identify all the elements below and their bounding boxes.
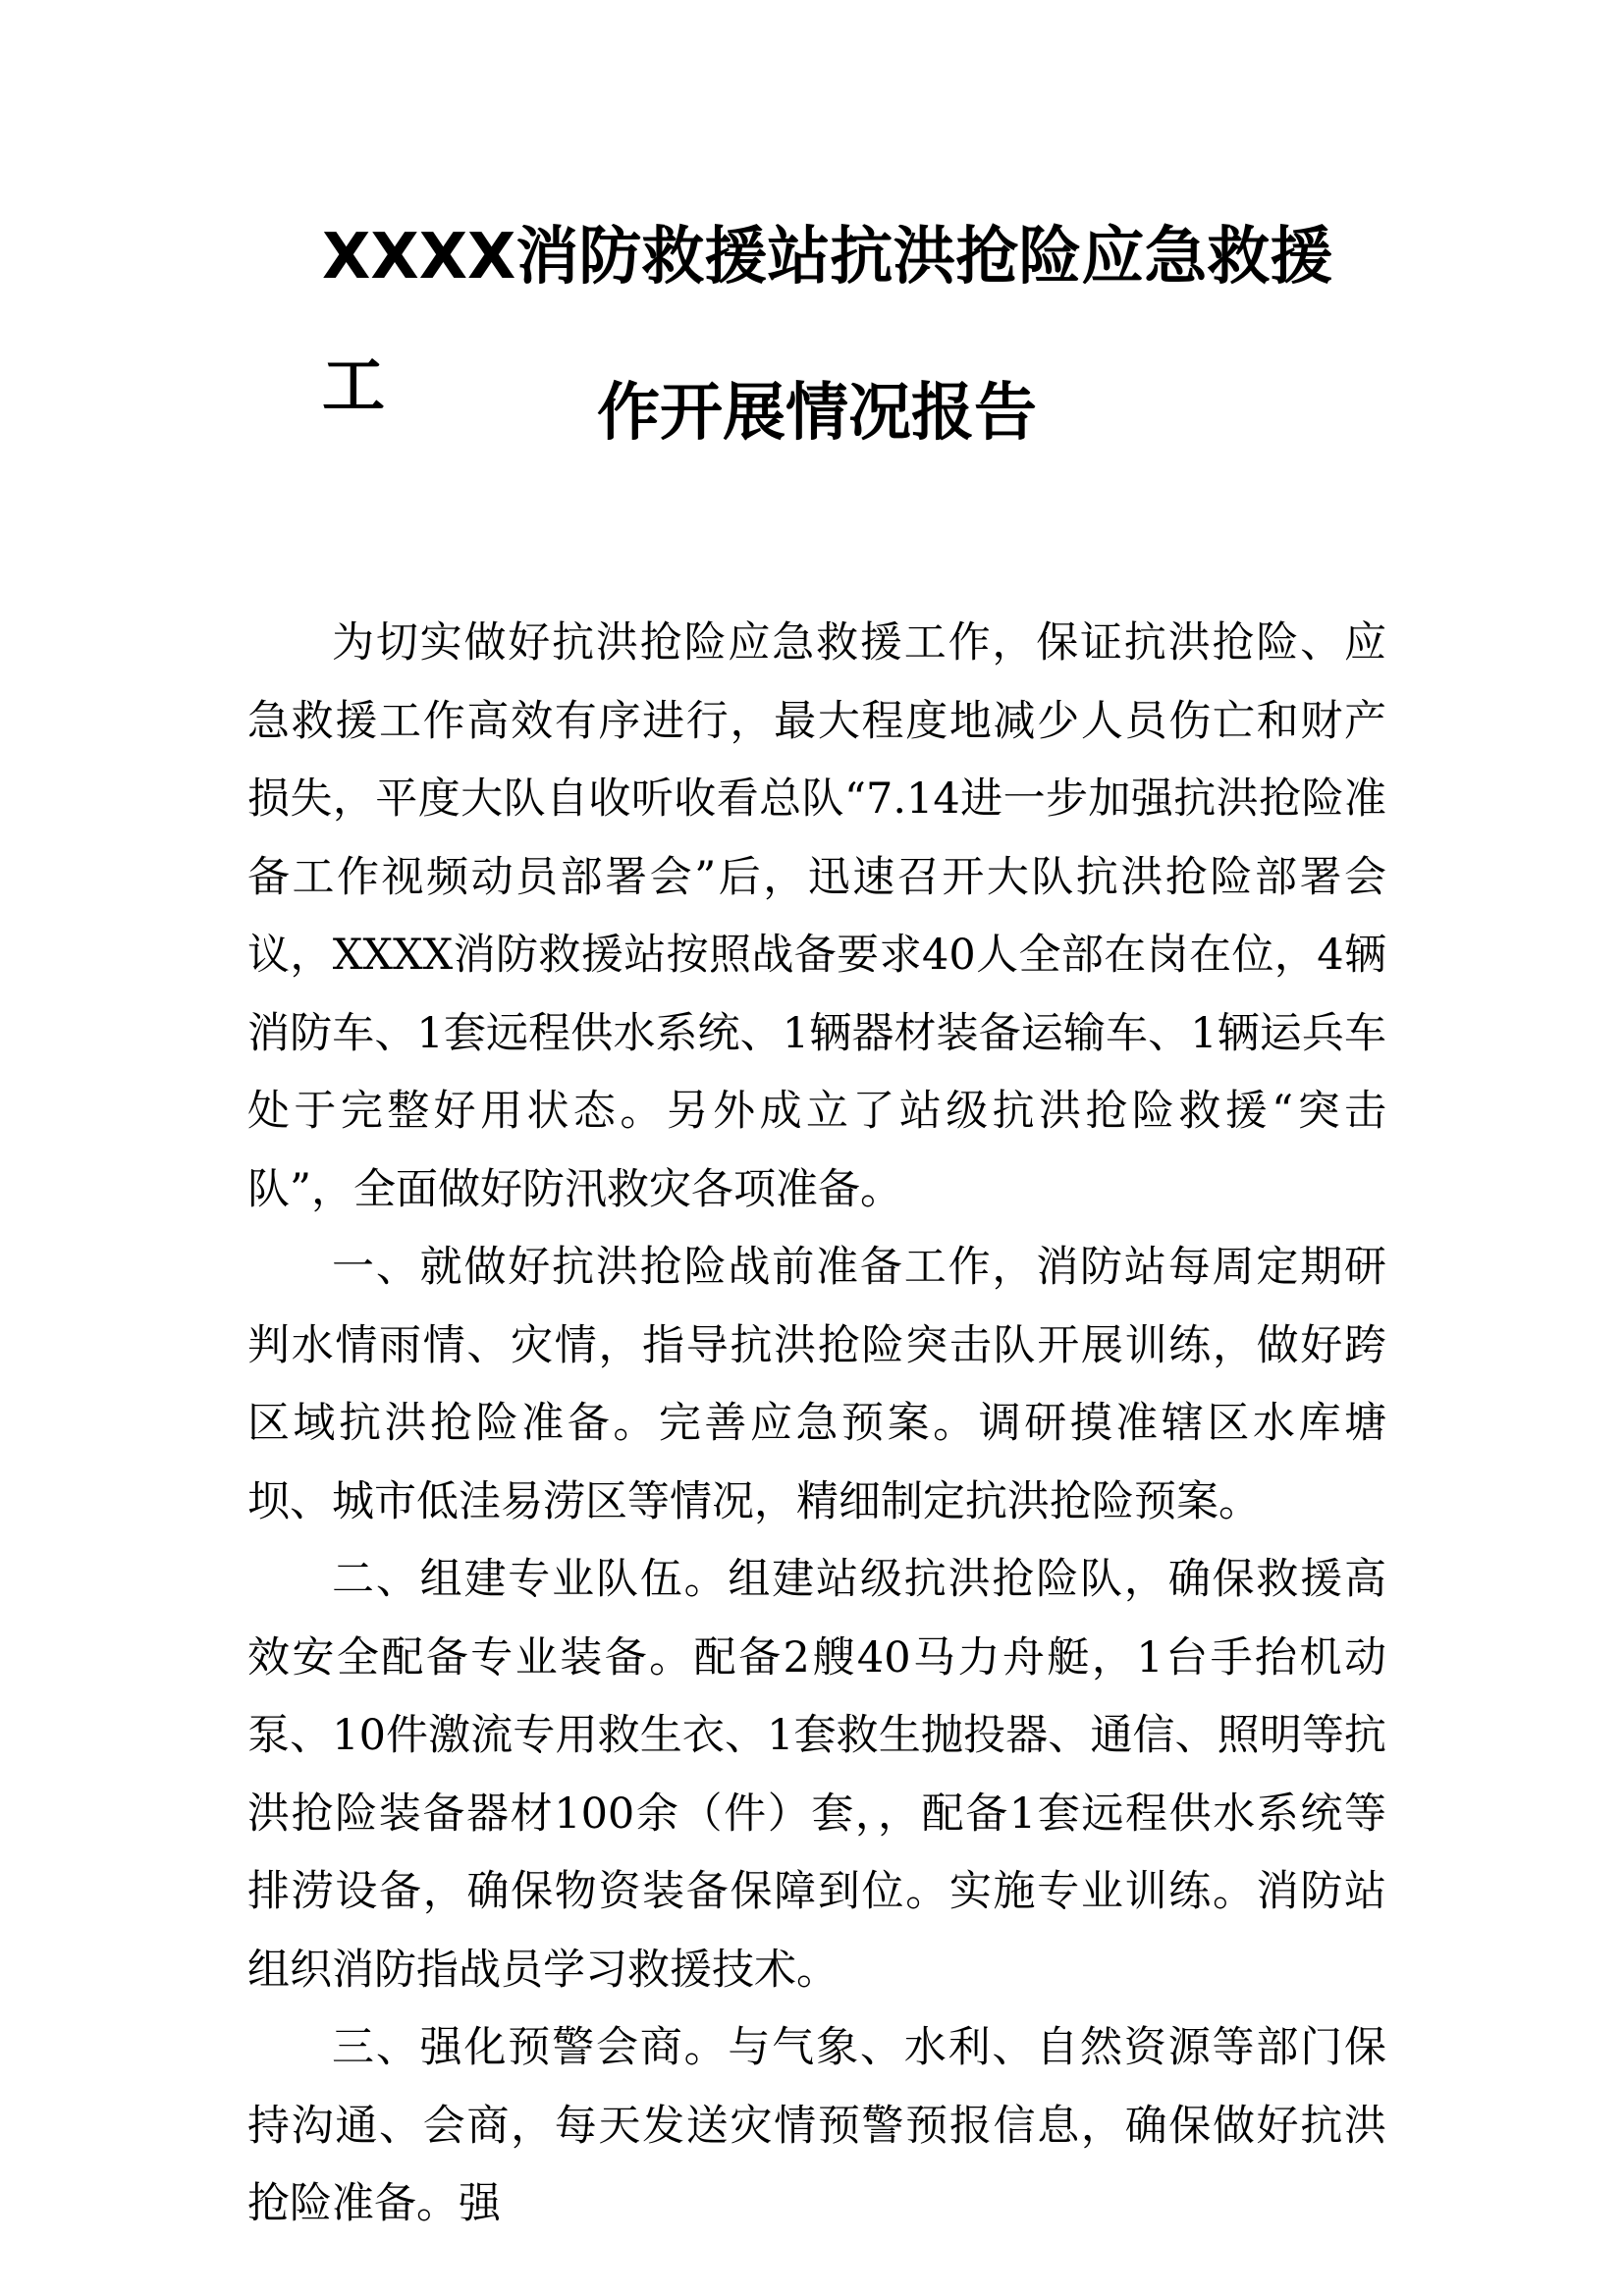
paragraph-section-1: 一、就做好抗洪抢险战前准备工作，消防站每周定期研判水情雨情、灾情，指导抗洪抢险突击队开展训练，做好跨区域抗洪抢险准备。完善应急预案。调研摸准辖区水库塘坝、城市低洼易涝区等情况，精细制定抗洪抢险预案。 [247, 1243, 1386, 1526]
document-title-line-1: XXXX消防救援站抗洪抢险应急救援工 [322, 221, 1333, 423]
document-title-line-2: 作开展情况报告 [597, 377, 1037, 450]
document-body [247, 605, 1386, 2244]
paragraph-intro: 为切实做好抗洪抢险应急救援工作，保证抗洪抢险、应急救援工作高效有序进行，最大程度地减少人员伤亡和财产损失，平度大队自收听收看总队“7.14进一步加强抗洪抢险准备工作视频动员部署会”后，迅速召开大队抗洪抢险部署会议，XXXX消防救援站按照战备要求40人全部在岗在位，4辆消防车、1套远程供水系统、1辆器材装备运输车、1辆运兵车处于完整好用状态。另外成立了站级抗洪抢险救援“突击队”，全面做好防汛救灾各项准备。 [247, 618, 1386, 1214]
paragraph-section-3: 三、强化预警会商。与气象、水利、自然资源等部门保持沟通、会商，每天发送灾情预警预报信息，确保做好抗洪抢险准备。强 [247, 2023, 1386, 2228]
paragraph-section-2: 二、组建专业队伍。组建站级抗洪抢险队，确保救援高效安全配备专业装备。配备2艘40马力舟艇，1台手抬机动泵、10件激流专用救生衣、1套救生抛投器、通信、照明等抗洪抢险装备器材100余（件）套，，配备1套远程供水系统等排涝设备，确保物资装备保障到位。实施专业训练。消防站组织消防指战员学习救援技术。 [247, 1555, 1386, 1995]
